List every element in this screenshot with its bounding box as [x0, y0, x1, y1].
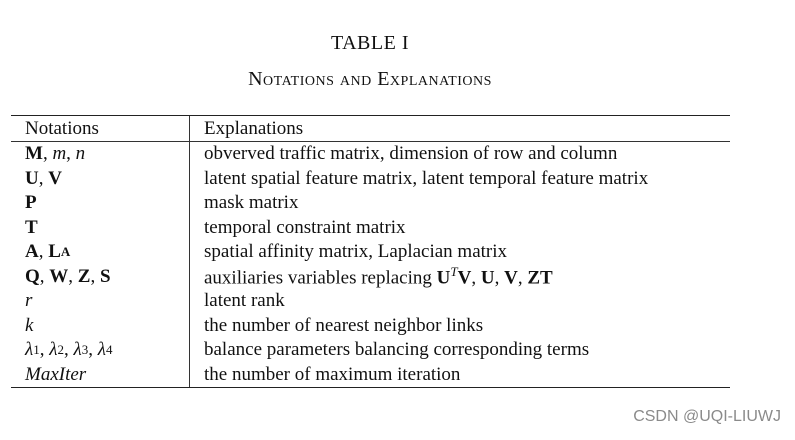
explanation-cell: latent spatial feature matrix, latent temporal feature matrix	[204, 167, 649, 189]
table-row	[11, 265, 730, 290]
table-title: Notations and Explanations	[248, 68, 492, 90]
explanation-cell: the number of maximum iteration	[204, 363, 461, 385]
notation-table	[11, 115, 730, 388]
table-row	[11, 240, 730, 265]
notation-cell: A , L A	[11, 240, 190, 265]
header-explanations: Explanations	[204, 117, 304, 139]
explanation-cell: spatial affinity matrix, Laplacian matrix	[204, 241, 508, 263]
explanation-cell: balance parameters balancing corresponding terms	[204, 339, 590, 361]
table-row	[11, 338, 730, 363]
table-row	[11, 216, 730, 241]
explanation-cell: the number of nearest neighbor links	[204, 314, 484, 336]
table-row	[11, 289, 730, 314]
explanation-cell: mask matrix	[204, 192, 299, 214]
explanation-cell: obverved traffic matrix, dimension of row and column	[204, 143, 618, 165]
notation-cell: M , m , n	[11, 142, 190, 167]
notation-cell: U , V	[11, 167, 190, 192]
table-header-row	[11, 116, 730, 142]
watermark: CSDN @UQI-LIUWJ	[633, 408, 781, 425]
table-row	[11, 363, 730, 388]
notation-cell: P	[11, 191, 190, 216]
table-row	[11, 191, 730, 216]
notation-cell: Q , W , Z , S	[11, 265, 190, 290]
notation-cell: T	[11, 216, 190, 241]
explanation-cell: latent rank	[204, 290, 285, 312]
notation-cell: k	[11, 314, 190, 339]
table-row	[11, 142, 730, 167]
header-notations: Notations	[11, 116, 190, 141]
explanation-cell: auxiliaries variables replacing $U^TV$, U, V, ZT	[204, 264, 553, 289]
table-row	[11, 167, 730, 192]
notation-cell: λ 1 , λ 2 , λ 3 , λ 4	[11, 338, 190, 363]
notation-cell: MaxIter	[11, 363, 190, 388]
table-row	[11, 314, 730, 339]
notation-cell: r	[11, 289, 190, 314]
table-number: TABLE I	[331, 32, 409, 54]
explanation-cell: temporal constraint matrix	[204, 216, 406, 238]
